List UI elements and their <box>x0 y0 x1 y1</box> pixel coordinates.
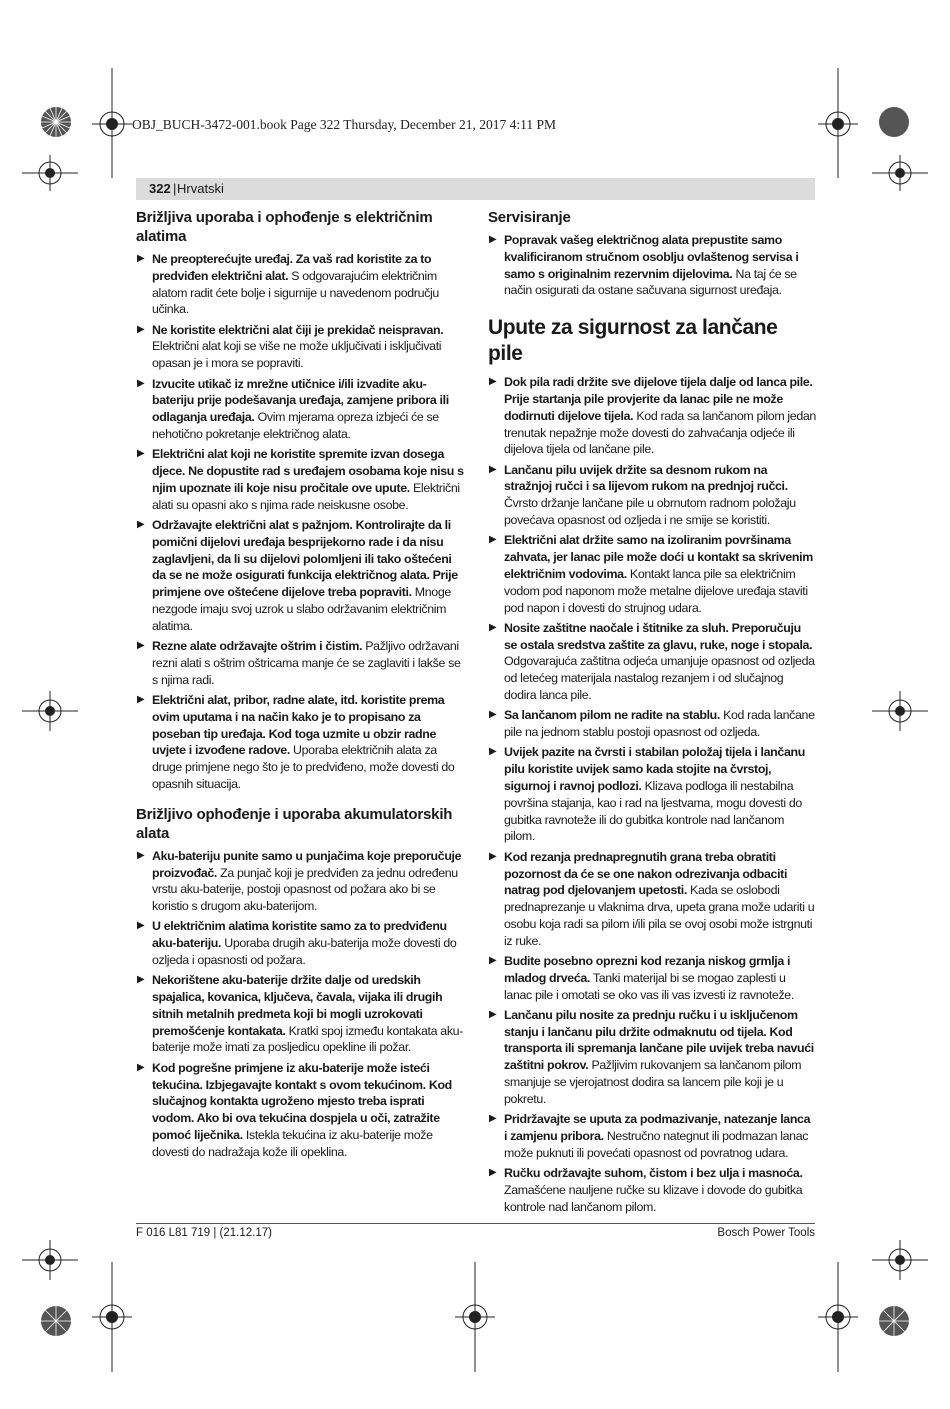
list-item: ▶ Električni alat, pribor, radne alate, itd. koristite prema ovim uputama i na način kako je to propisano za poseban tip uređaja. Kod toga uzmite u obzir radne uvjete i izvođene radove. Uporaba električnih alata za druge primjene nego što je to predviđeno, može dovesti do opasnih situacija. <box>137 692 455 791</box>
list-item: ▶ Održavajte električni alat s pažnjom. Kontrolirajte da li pomični dijelovi uređaja besprijekorno rade i da nisu zaglavljeni, da li su dijelovi polomljeni ili tako oštećeni da se ne može osigurati funkcija električnog alata. Prije primjene ove oštećene dijelove treba popraviti. Mnoge nezgode imaju svoj uzrok u slabo održavanim električnim alatima. <box>137 517 458 633</box>
list-item: ▶ Rezne alate održavajte oštrim i čistim. Pažljivo održavani rezni alati s oštrim oštricama manje će se zaglaviti i lakše se s njima radi. <box>137 639 461 687</box>
footer-brand: Bosch Power Tools <box>717 1227 815 1239</box>
footer-document-code: F 016 L81 719 | (21.12.17) <box>136 1227 272 1239</box>
triangle-right-icon: ▶ <box>489 1167 497 1179</box>
page-separator: | <box>173 181 177 196</box>
triangle-right-icon: ▶ <box>489 621 497 633</box>
triangle-right-icon: ▶ <box>137 377 145 389</box>
list-item: ▶ Ručku održavajte suhom, čistom i bez ulja i masnoća. Zamašćene nauljene ručke su klizave i dovode do gubitka kontrole nad lančanom pilom. <box>489 1166 803 1214</box>
list-item: ▶ Lančanu pilu uvijek držite sa desnom rukom na stražnjoj ručci i sa lijevom rukom na prednjoj ručci. Čvrsto držanje lančane pile u obrnutom radnom položaju povećava opasnost od ozljeda i ne smije se koristiti. <box>489 462 796 528</box>
triangle-right-icon: ▶ <box>489 746 497 758</box>
triangle-right-icon: ▶ <box>137 693 145 705</box>
section-chainsaw-safety <box>488 315 816 1215</box>
triangle-right-icon: ▶ <box>137 1061 145 1073</box>
triangle-right-icon: ▶ <box>137 518 145 530</box>
crosshair-mark-icon <box>84 1262 140 1372</box>
triangle-right-icon: ▶ <box>137 974 145 986</box>
registration-mark-icon <box>876 104 912 140</box>
list-item: ▶ Nekorištene aku-baterije držite dalje od uredskih spajalica, kovanica, ključeva, čavala, vijaka ili drugih sitnih metalnih predmeta koji bi mogli uzrokovati premošćenje kontakata. Kratki spoj između kontakata aku-baterije može imati za posljedicu opekline ili požar. <box>137 973 463 1055</box>
list-item: ▶ Ne preopterećujte uređaj. Za vaš rad koristite za to predviđen električni alat. S odgovarajućim električnim alatom radit ćete bolje i sigurnije u navedenom području učinka. <box>137 252 439 317</box>
list-item: ▶ Budite posebno oprezni kod rezanja niskog grmlja i mladog drveća. Tanki materijal bi se mogao zaplesti u lanac pile i omotati se oko vas ili vas izvesti iz ravnoteže. <box>489 953 794 1002</box>
list-item: ▶ Električni alat koji ne koristite spremite izvan dosega djece. Ne dopustite rad s uređajem osobama koje nisu s njim upoznate ili koje nisu pročitale ove upute. Električni alati su opasni ako s njima rade neiskusne osobe. <box>137 447 464 512</box>
chapter-title: Upute za sigurnost za lančane pile <box>488 316 778 366</box>
triangle-right-icon: ▶ <box>137 920 145 932</box>
registration-mark-icon <box>876 1303 912 1339</box>
triangle-right-icon: ▶ <box>137 323 145 335</box>
page-number: 322 <box>149 181 171 196</box>
section-title: Brižljivo ophođenje i uporaba akumulatorskih alata <box>136 805 453 842</box>
section-battery-tools <box>136 805 464 1161</box>
triangle-right-icon: ▶ <box>137 640 145 652</box>
triangle-right-icon: ▶ <box>137 253 145 264</box>
list-item: ▶ Popravak vašeg električnog alata prepustite samo kvalificiranom stručnom osoblju ovlaštenog servisa i samo s originalnim rezervnim dijelovima. Na taj će se način osigurati da ostane sačuvana sigurnost uređaja. <box>489 233 799 298</box>
list-item: ▶ Sa lančanom pilom ne radite na stablu. Kod rada lančane pile na jednom stablu postoji opasnost od ozljeda. <box>489 708 815 740</box>
list-item: ▶ Nosite zaštitne naočale i štitnike za sluh. Preporučuju se ostala sredstva zaštite za glavu, ruke, noge i stopala. Odgovarajuća zaštitna odjeća umanjuje opasnost od ozljeda od letećeg materijala nastalog rezanjem i od slučajnog dodira lanca pile. <box>489 620 815 703</box>
left-column <box>136 208 464 1164</box>
print-header: OBJ_BUCH-3472-001.book Page 322 Thursday, December 21, 2017 4:11 PM <box>132 117 556 132</box>
crosshair-mark-icon <box>810 1262 866 1372</box>
crosshair-mark-icon <box>22 1235 78 1285</box>
triangle-right-icon: ▶ <box>489 1008 497 1020</box>
registration-mark-icon <box>38 104 74 140</box>
crosshair-mark-icon <box>447 1262 503 1372</box>
triangle-right-icon: ▶ <box>489 709 497 721</box>
crosshair-mark-icon <box>872 150 928 196</box>
section-service <box>488 208 816 299</box>
list-item: ▶ Električni alat držite samo na izoliranim površinama zahvata, jer lanac pile može doći u kontakt sa skrivenim električnim vodovima. Kontakt lanca pile sa električnim vodom pod naponom može metalne dijelove uređaja staviti pod napon i dovesti do strujnog udara. <box>489 533 813 615</box>
list-item: ▶ U električnim alatima koristite samo za to predviđenu aku-bateriju. Uporaba drugih aku-baterija može dovesti do ozljeda i opasnosti od požara. <box>137 919 457 967</box>
list-item: ▶ Uvijek pazite na čvrsti i stabilan položaj tijela i lančanu pilu koristite uvijek samo kada stojite na čvrstoj, sigurnoj i ravnoj podlozi. Klizava podloga ili nestabilna površina stajanja, kao i rad na ljestvama, mogu dovesti do gubitka ravnoteže ili do gubitka kontrole nad lančanom pilom. <box>489 745 805 844</box>
page-language: Hrvatski <box>177 181 224 196</box>
list-item: ▶ Kod rezanja prednapregnutih grana treba obratiti pozornost da će se one nakon odrezivanja odbaciti natrag pod djelovanjem upetosti. Kada se oslobodi prednaprezanje u vlaknima drva, upeta grana može udariti u osobu koja radi sa pilom i/ili pila se ovoj osobi može istrgnuti iz ruke. <box>489 849 815 948</box>
triangle-right-icon: ▶ <box>489 850 497 862</box>
list-item: ▶ Izvucite utikač iz mrežne utičnice i/ili izvadite aku-bateriju prije podešavanja uređaja, zamjene pribora ili odlaganja uređaja. Ovim mjerama opreza izbjeći će se nehotično pokretanje električnog alata. <box>137 376 449 441</box>
list-item: ▶ Aku-bateriju punite samo u punjačima koje preporučuje proizvođač. Za punjač koji je predviđen za jednu određenu vrstu aku-baterije, postoji opasnost od požara ako bi se koristio s drugom aku-baterijom. <box>137 848 462 914</box>
crosshair-mark-icon <box>872 1235 928 1285</box>
section-title: Brižljiva uporaba i ophođenje s električnim alatima <box>136 209 433 245</box>
right-column <box>488 208 816 1219</box>
triangle-right-icon: ▶ <box>137 448 145 460</box>
triangle-right-icon: ▶ <box>489 234 497 245</box>
list-item: ▶ Lančanu pilu nosite za prednju ručku i u isključenom stanju i lančanu pilu držite odmaknutu od tijela. Kod transporta ili spremanja lančane pile uvijek treba navući zaštitni pokrov. Pažljivim rukovanjem sa lančanom pilom smanjuje se vjerojatnost dodira sa lancem pile koji je u pokretu. <box>489 1007 814 1106</box>
page-header-bar <box>136 178 815 200</box>
triangle-right-icon: ▶ <box>489 534 497 546</box>
triangle-right-icon: ▶ <box>137 849 145 861</box>
registration-mark-icon <box>38 1303 74 1339</box>
footer-divider <box>136 1223 815 1224</box>
list-item: ▶ Pridržavajte se uputa za podmazivanje, natezanje lanca i zamjenu pribora. Nestručno nategnut ili podmazan lanac može puknuti ili povećati opasnost od povratnog udara. <box>489 1112 811 1160</box>
list-item: ▶ Dok pila radi držite sve dijelove tijela dalje od lanca pile. Prije startanja pile provjerite da lanac pile ne može dodirnuti dijelove tijela. Kod rada sa lančanom pilom jedan trenutak nepažnje može dovesti do zahvaćanja odjeće ili dijelova tijela od lančane pile. <box>489 375 816 457</box>
list-item: ▶ Ne koristite električni alat čiji je prekidač neispravan. Električni alat koji se više ne može uključivati i isključivati opasan je i mora se popraviti. <box>137 322 444 371</box>
crosshair-mark-icon <box>22 686 78 736</box>
triangle-right-icon: ▶ <box>489 1113 497 1125</box>
crosshair-mark-icon <box>22 150 78 196</box>
triangle-right-icon: ▶ <box>489 954 497 966</box>
crosshair-mark-icon <box>810 68 866 178</box>
triangle-right-icon: ▶ <box>489 376 497 388</box>
crosshair-mark-icon <box>872 686 928 736</box>
section-careful-use <box>136 208 464 793</box>
triangle-right-icon: ▶ <box>489 463 497 475</box>
list-item: ▶ Kod pogrešne primjene iz aku-baterije može isteći tekućina. Izbjegavajte kontakt s ovom tekućinom. Kod slučajnog kontakta ugroženo mjesto treba isprati vodom. Ako bi ova tekućina dospjela u oči, zatražite pomoć liječnika. Istekla tekućina iz aku-baterije može dovesti do nadražaja kože ili opeklina. <box>137 1060 452 1159</box>
section-title: Servisiranje <box>488 209 571 226</box>
